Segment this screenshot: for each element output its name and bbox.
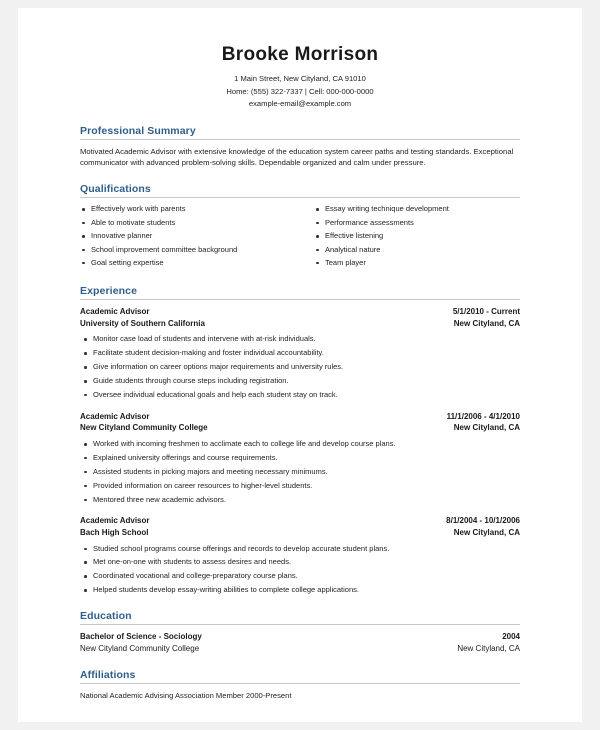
- job-company: New Cityland Community College: [80, 423, 208, 433]
- list-item: Helped students develop essay-writing abilities to complete college applications.: [80, 585, 520, 596]
- list-item: School improvement committee background: [80, 245, 300, 256]
- list-item: Assisted students in picking majors and meeting necessary minimums.: [80, 467, 520, 478]
- affiliations-text: National Academic Advising Association Member 2000-Present: [80, 691, 292, 701]
- section-experience: [80, 285, 520, 596]
- section-professional-summary: [80, 125, 520, 170]
- section-qualifications: [80, 183, 520, 271]
- section-title-affiliations: Affiliations: [80, 669, 136, 682]
- section-title-experience: Experience: [80, 285, 138, 298]
- section-affiliations: [80, 669, 520, 701]
- section-divider: [80, 139, 520, 140]
- job-dates: 11/1/2006 - 4/1/2010: [446, 411, 520, 421]
- education-school: New Cityland Community College: [80, 644, 200, 654]
- section-title-education: Education: [80, 610, 132, 623]
- job-company: University of Southern California: [80, 318, 205, 328]
- job-company: Bach High School: [80, 528, 149, 538]
- list-item: Performance assessments: [314, 218, 520, 229]
- candidate-name: Brooke Morrison: [221, 44, 379, 65]
- list-item: Essay writing technique development: [314, 204, 520, 215]
- section-divider: [80, 299, 520, 300]
- education-degree: Bachelor of Science - Sociology: [80, 632, 202, 642]
- experience-entry: [80, 411, 520, 506]
- list-item: Met one-on-one with students to assess desires and needs.: [80, 557, 520, 568]
- list-item: Team player: [314, 258, 520, 269]
- contact-address: 1 Main Street, New Cityland, CA 91010: [234, 74, 366, 83]
- job-location: New Cityland, CA: [453, 528, 520, 538]
- resume-document: [18, 8, 582, 722]
- qualifications-column-right: [300, 204, 520, 271]
- list-item: Guide students through course steps including registration.: [80, 376, 520, 387]
- list-item: Monitor case load of students and intervene with at-risk individuals.: [80, 334, 520, 345]
- list-item: Provided information on career resources to higher-level students.: [80, 481, 520, 492]
- resume-header: [80, 44, 520, 111]
- section-divider: [80, 624, 520, 625]
- section-education: [80, 610, 520, 655]
- education-year: 2004: [502, 632, 520, 642]
- section-title-qualifications: Qualifications: [80, 183, 151, 196]
- experience-entry: [80, 515, 520, 596]
- contact-phone: Home: (555) 322-7337 | Cell: 000-000-0000: [226, 86, 374, 96]
- list-item: Explained university offerings and course requirements.: [80, 453, 520, 464]
- job-role: Academic Advisor: [80, 411, 150, 421]
- contact-email: example-email@example.com: [248, 99, 352, 109]
- list-item: Effectively work with parents: [80, 204, 300, 215]
- section-divider: [80, 683, 520, 684]
- list-item: Worked with incoming freshmen to acclimate each to college life and develop course plans.: [80, 439, 520, 450]
- list-item: Studied school programs course offerings and records to develop accurate student plans.: [80, 544, 520, 555]
- job-dates: 5/1/2010 - Current: [452, 307, 520, 317]
- list-item: Effective listening: [314, 231, 520, 242]
- section-title-summary: Professional Summary: [80, 124, 196, 137]
- job-location: New Cityland, CA: [453, 318, 520, 328]
- experience-entry: [80, 306, 520, 401]
- list-item: Give information on career options major requirements and university rules.: [80, 362, 520, 373]
- summary-text: Motivated Academic Advisor with extensive knowledge of the education system career paths and testing standards. Exceptional communicator with advanced problem-solving skills. Dependable organized and calm under pressure.: [80, 146, 514, 168]
- list-item: Oversee individual educational goals and help each student stay on track.: [80, 390, 520, 401]
- list-item: Analytical nature: [314, 245, 520, 256]
- list-item: Innovative planner: [80, 231, 300, 242]
- list-item: Goal setting expertise: [80, 258, 300, 269]
- qualifications-column-left: [80, 204, 300, 271]
- list-item: Able to motivate students: [80, 218, 300, 229]
- section-divider: [80, 197, 520, 198]
- education-location: New Cityland, CA: [457, 644, 520, 654]
- list-item: Coordinated vocational and college-preparatory course plans.: [80, 571, 520, 582]
- job-location: New Cityland, CA: [453, 423, 520, 433]
- job-role: Academic Advisor: [80, 516, 150, 526]
- job-dates: 8/1/2004 - 10/1/2006: [446, 516, 520, 526]
- list-item: Mentored three new academic advisors.: [80, 495, 520, 506]
- job-role: Academic Advisor: [80, 307, 150, 317]
- list-item: Facilitate student decision-making and foster individual accountability.: [80, 348, 520, 359]
